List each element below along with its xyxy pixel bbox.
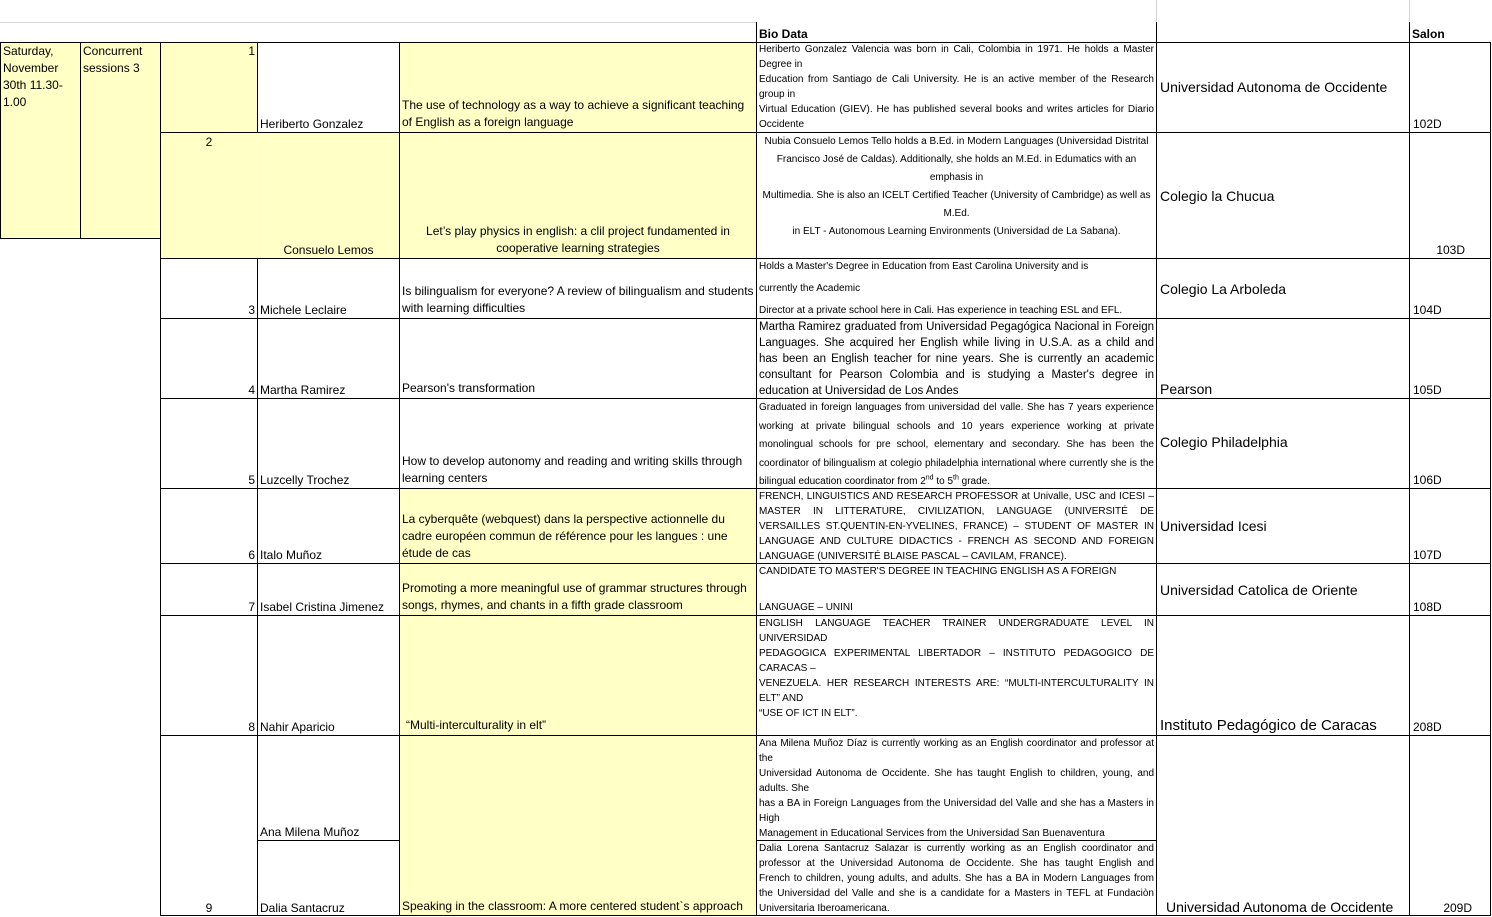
row-4-institution: Pearson <box>1160 381 1213 397</box>
row-7-bio <box>757 564 1156 615</box>
row-6-presenter: Italo Muñoz <box>260 548 323 562</box>
row-5-bio <box>757 399 1156 488</box>
bio-line: LANGUAGE – UNINI <box>759 602 853 613</box>
session-label: Concurrent sessions 3 <box>81 42 160 238</box>
row-3-institution: Colegio La Arboleda <box>1160 280 1287 297</box>
table-border <box>757 840 1157 841</box>
row-5-salon: 106D <box>1413 473 1442 487</box>
table-border <box>161 615 1490 616</box>
bio-line: Ana Milena Muñoz Díaz is currently working as an English coordinator and professor at the <box>759 738 1154 764</box>
row-2-salon: 103D <box>1436 243 1465 257</box>
row-2-institution: Colegio la Chucua <box>1160 187 1275 204</box>
bio-line: has a BA in Foreign Languages from the Universidad del Valle and she has a Masters in High <box>759 798 1154 824</box>
row-1-institution: Universidad Autonoma de Occidente <box>1160 79 1388 95</box>
row-9-salon: 209D <box>1443 901 1472 915</box>
row-4-salon: 105D <box>1413 383 1442 397</box>
table-border <box>0 42 400 43</box>
table-border <box>161 915 1490 916</box>
bio-text: to 5 <box>933 476 954 487</box>
row-8-title: “Multi-interculturality in elt” <box>400 616 756 735</box>
row-9-title: Speaking in the classroom: A more centered student`s approach <box>400 736 756 916</box>
table-border <box>257 258 258 916</box>
row-5-presenter: Luzcelly Trochez <box>260 473 350 487</box>
table-border <box>160 42 161 916</box>
table-border <box>756 22 757 916</box>
row-3-bio <box>757 259 1156 318</box>
row-2-bio <box>757 133 1156 258</box>
row-2-title: Let’s play physics in english: a clil project fundamented in cooperative learning strategies <box>400 133 756 258</box>
row-9-institution: Universidad Autonoma de Occidente <box>1166 899 1394 915</box>
table-border <box>0 42 1 238</box>
table-border <box>80 42 81 238</box>
row-3-number: 3 <box>248 303 255 317</box>
bio-line: ENGLISH LANGUAGE TEACHER TRAINER UNDERGRADUATE LEVEL IN UNIVERSIDAD <box>759 618 1154 644</box>
row-9-presenter-a: Ana Milena Muñoz <box>260 825 360 839</box>
row-8-institution: Instituto Pedagógico de Caracas <box>1160 717 1377 734</box>
bio-line: PEDAGOGICA EXPERIMENTAL LIBERTADOR – INSTITUTO PEDAGOGICO DE CARACAS – <box>759 648 1154 674</box>
salon-header: Salon <box>1412 27 1445 41</box>
row-7-title: Promoting a more meaningful use of grammar structures through songs, rhymes, and chants in a fifth grade classroom <box>400 564 756 615</box>
row-6-institution: Universidad Icesi <box>1160 518 1267 534</box>
table-border <box>1409 22 1410 916</box>
table-border <box>161 258 1490 259</box>
row-3-salon: 104D <box>1413 303 1442 317</box>
ordinal-suffix: nd <box>925 474 934 482</box>
row-6-salon: 107D <box>1413 548 1442 562</box>
table-border <box>257 42 258 132</box>
row-4-number: 4 <box>248 383 255 397</box>
table-border <box>0 238 161 239</box>
row-8-salon: 208D <box>1413 720 1442 734</box>
table-border <box>1490 42 1491 916</box>
row-7-institution: Universidad Catolica de Oriente <box>1160 581 1358 598</box>
row-9-number: 9 <box>205 901 213 915</box>
bio-line: Holds a Master's Degree in Education from East Carolina University and is <box>759 261 1089 272</box>
row-9-bio-b <box>757 841 1156 916</box>
bio-line: Multimedia. She is also an ICELT Certified Teacher (University of Cambridge) as well as M.Ed. <box>762 190 1151 219</box>
row-7-salon: 108D <box>1413 600 1442 614</box>
bio-line: Heriberto Gonzalez Valencia was born in Cali, Colombia in 1971. He holds a Master Degree in <box>759 44 1154 70</box>
row-1-presenter: Heriberto Gonzalez <box>260 117 364 131</box>
bio-line: currently the Academic <box>759 283 861 294</box>
row-4-title: Pearson's transformation <box>402 381 536 395</box>
bio-line: Universidad Autonoma de Occidente. She has taught English to children, young, and adults. She <box>759 768 1154 794</box>
table-border <box>161 132 1490 133</box>
table-border <box>258 840 400 841</box>
bio-line: in ELT - Autonomous Learning Environments (Universidad de La Sabana). <box>792 226 1121 237</box>
table-border <box>161 318 1490 319</box>
table-border <box>1156 22 1157 916</box>
row-9-bio-a <box>757 736 1156 840</box>
row-6-number: 6 <box>248 548 255 562</box>
bio-line: Virtual Education (GIEV). He has published several books and writes articles for Diario Occidente <box>759 104 1154 130</box>
table-border <box>161 735 1490 736</box>
row-8-presenter: Nahir Aparicio <box>260 720 335 734</box>
bio-line: “USE OF ICT IN ELT”. <box>759 708 858 719</box>
gridline <box>1156 0 1157 22</box>
row-6-bio <box>757 489 1156 563</box>
bio-text: FRENCH, LINGUISTICS AND RESEARCH PROFESSOR at Univalle, USC and ICESI – MASTER IN LITTERATURE, CIVILIZATION, LANGUAGE (UNIVERSITÉ DE VERSAILLES ST.QUENTIN-EN-YVELINES, FRANCE) – STUDENT OF MASTER IN LANGUAGE AND CULTURE DIDACTICS - FRENCH AS SECOND AND FOREIGN LANGUAGE (UNIVERSITÉ BLAISE PASCAL – CAVILAM, FRANCE). <box>759 491 1154 562</box>
ordinal-suffix: th <box>953 474 959 482</box>
table-border <box>161 398 1490 399</box>
bio-line: CANDIDATE TO MASTER'S DEGREE IN TEACHING ENGLISH AS A FOREIGN <box>759 566 1117 577</box>
row-1-number: 1 <box>161 42 257 132</box>
row-9-presenter-b: Dalia Santacruz <box>260 901 345 915</box>
row-7-number: 7 <box>248 600 255 614</box>
bio-text: Graduated in foreign languages from universidad del valle. She has 7 years experience working at private bilingual schools and 10 years experience working at private monolingual schools for pre school, elementary and secondary. She has been the coordinator of bilingualism at colegio philadelphia international where currently she is the bilingual education coordinator from 2 <box>759 402 1154 487</box>
row-7-presenter: Isabel Cristina Jimenez <box>260 600 385 614</box>
bio-line: Management in Educational Services from the Universidad San Buenaventura <box>759 828 1105 839</box>
row-6-title: La cyberquête (webquest) dans la perspective actionnelle du cadre européen commun de référence pour les langues : une étude de cas <box>400 489 756 563</box>
table-border <box>161 563 1490 564</box>
row-1-salon: 102D <box>1413 117 1442 131</box>
row-2-number: 2 <box>161 133 257 258</box>
row-4-bio <box>757 319 1156 398</box>
bio-line: Francisco José de Caldas). Additionally, she holds an M.Ed. in Edumatics with an emphasis in <box>776 154 1137 183</box>
gridline <box>0 22 757 23</box>
row-8-bio <box>757 616 1156 735</box>
row-5-number: 5 <box>248 473 255 487</box>
session-day-time: Saturday, November 30th 11.30-1.00 <box>1 42 80 238</box>
bio-text: grade. <box>958 476 991 487</box>
table-border <box>757 42 1490 43</box>
row-3-presenter: Michele Leclaire <box>260 303 347 317</box>
row-5-institution: Colegio Philadelphia <box>1160 434 1288 450</box>
table-border <box>161 488 1490 489</box>
bio-line: VENEZUELA. HER RESEARCH INTERESTS ARE: “MULTI-INTERCULTURALITY IN ELT” AND <box>759 678 1154 704</box>
table-border <box>399 42 400 916</box>
row-1-title: The use of technology as a way to achieve a significant teaching of English as a foreign language <box>400 42 756 132</box>
row-8-number: 8 <box>248 720 255 734</box>
bio-text: Martha Ramirez graduated from Universidad Pegagógica Nacional in Foreign Languages. She acquired her English while living in U.S.A. as a child and has been an English teacher for nine years. She is currently an academic consultant for Pearson Colombia and is studying a Master's degree in education at Universidad de Los Andes <box>759 321 1154 397</box>
bio-line: Nubia Consuelo Lemos Tello holds a B.Ed. in Modern Languages (Universidad Distrital <box>764 136 1149 147</box>
bio-data-header: Bio Data <box>759 27 808 41</box>
table-border <box>400 42 757 43</box>
row-1-bio <box>757 42 1156 132</box>
row-2-presenter: Consuelo Lemos <box>258 133 399 258</box>
row-5-title: How to develop autonomy and reading and writing skills through learning centers <box>402 454 743 485</box>
gridline <box>1409 0 1410 22</box>
bio-line: Director at a private school here in Cali. Has experience in teaching ESL and EFL. <box>759 305 1123 316</box>
bio-text: Dalia Lorena Santacruz Salazar is currently working as an English coordinator and professor at the Universidad Autonoma de Occidente. She has taught English and French to children, young adults, and adults. She has a BA in Modern Languages from the Universidad del Valle and she is a candidate for a Masters in TEFL at Fundaciòn Universitaria Iberoamericana. <box>759 843 1154 914</box>
row-3-title: Is bilingualism for everyone? A review of bilingualism and students with learning difficulties <box>402 284 754 315</box>
bio-line: Education from Santiago de Cali University. He is an active member of the Research group in <box>759 74 1154 100</box>
row-4-presenter: Martha Ramirez <box>260 383 346 397</box>
